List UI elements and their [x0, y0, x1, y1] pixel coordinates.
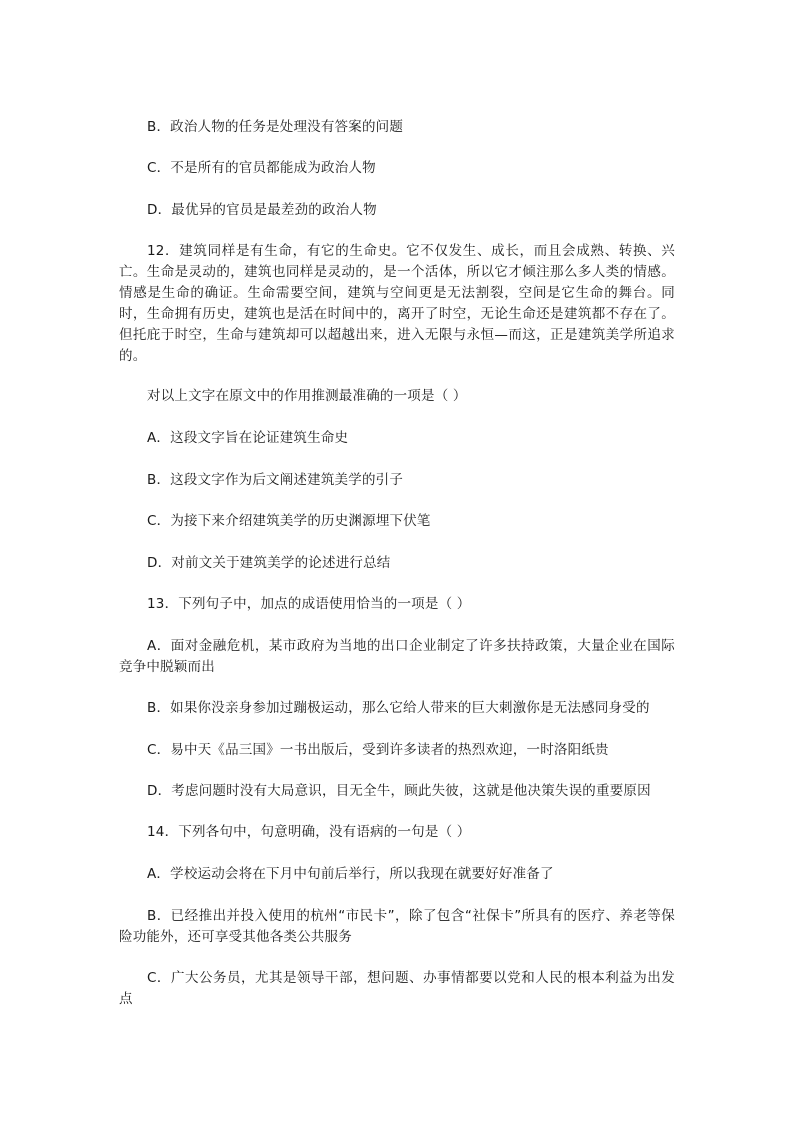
- q13-option-a: A．面对金融危机，某市政府为当地的出口企业制定了许多扶持政策，大量企业在国际竞争中脱颖而出: [119, 638, 675, 675]
- q12-option-c: C．为接下来介绍建筑美学的历史渊源埋下伏笔: [147, 513, 431, 529]
- q14-stem: 14．下列各句中，句意明确，没有语病的一句是（ ）: [147, 824, 471, 840]
- q14-option-a: A．学校运动会将在下月中旬前后举行，所以我现在就要好好准备了: [147, 866, 554, 882]
- q12-option-d: D．对前文关于建筑美学的论述进行总结: [147, 555, 391, 571]
- q11-option-b: B．政治人物的任务是处理没有答案的问题: [147, 119, 404, 135]
- q13-option-c: C．易中天《品三国》一书出版后，受到许多读者的热烈欢迎，一时洛阳纸贵: [147, 742, 609, 758]
- q12-passage: 12．建筑同样是有生命，有它的生命史。它不仅发生、成长，而且会成熟、转换、兴亡。生命是灵动的，建筑也同样是灵动的，是一个活体，所以它才倾注那么多人类的情感。情感是生命的确证。生命需要空间，建筑与空间更是无法割裂，空间是它生命的舞台。同时，生命拥有历史，建筑也是活在时间中的，离开了时空，无论生命还是建筑都不存在了。但托庇于时空，生命与建筑却可以超越出来，进入无限与永恒—而这，正是建筑美学所追求的。: [119, 243, 675, 364]
- q14-option-c: C．广大公务员，尤其是领导干部，想问题、办事情都要以党和人民的根本利益为出发点: [119, 970, 675, 1007]
- q11-option-d: D．最优异的官员是最差劲的政治人物: [147, 202, 377, 218]
- q14-option-b: B．已经推出并投入使用的杭州“市民卡”，除了包含“社保卡”所具有的医疗、养老等保险功能外，还可享受其他各类公共服务: [119, 908, 675, 945]
- q12-stem: 对以上文字在原文中的作用推测最准确的一项是（ ）: [147, 388, 467, 404]
- q11-option-c: C．不是所有的官员都能成为政治人物: [147, 160, 376, 176]
- q12-option-b: B．这段文字作为后文阐述建筑美学的引子: [147, 472, 404, 488]
- q13-option-b: B．如果你没亲身参加过蹦极运动，那么它给人带来的巨大刺激你是无法感同身受的: [147, 700, 650, 716]
- q13-stem: 13．下列句子中，加点的成语使用恰当的一项是（ ）: [147, 596, 471, 612]
- q13-option-d: D．考虑问题时没有大局意识，目无全牛，顾此失彼，这就是他决策失误的重要原因: [147, 783, 651, 799]
- q12-option-a: A．这段文字旨在论证建筑生命史: [147, 430, 349, 446]
